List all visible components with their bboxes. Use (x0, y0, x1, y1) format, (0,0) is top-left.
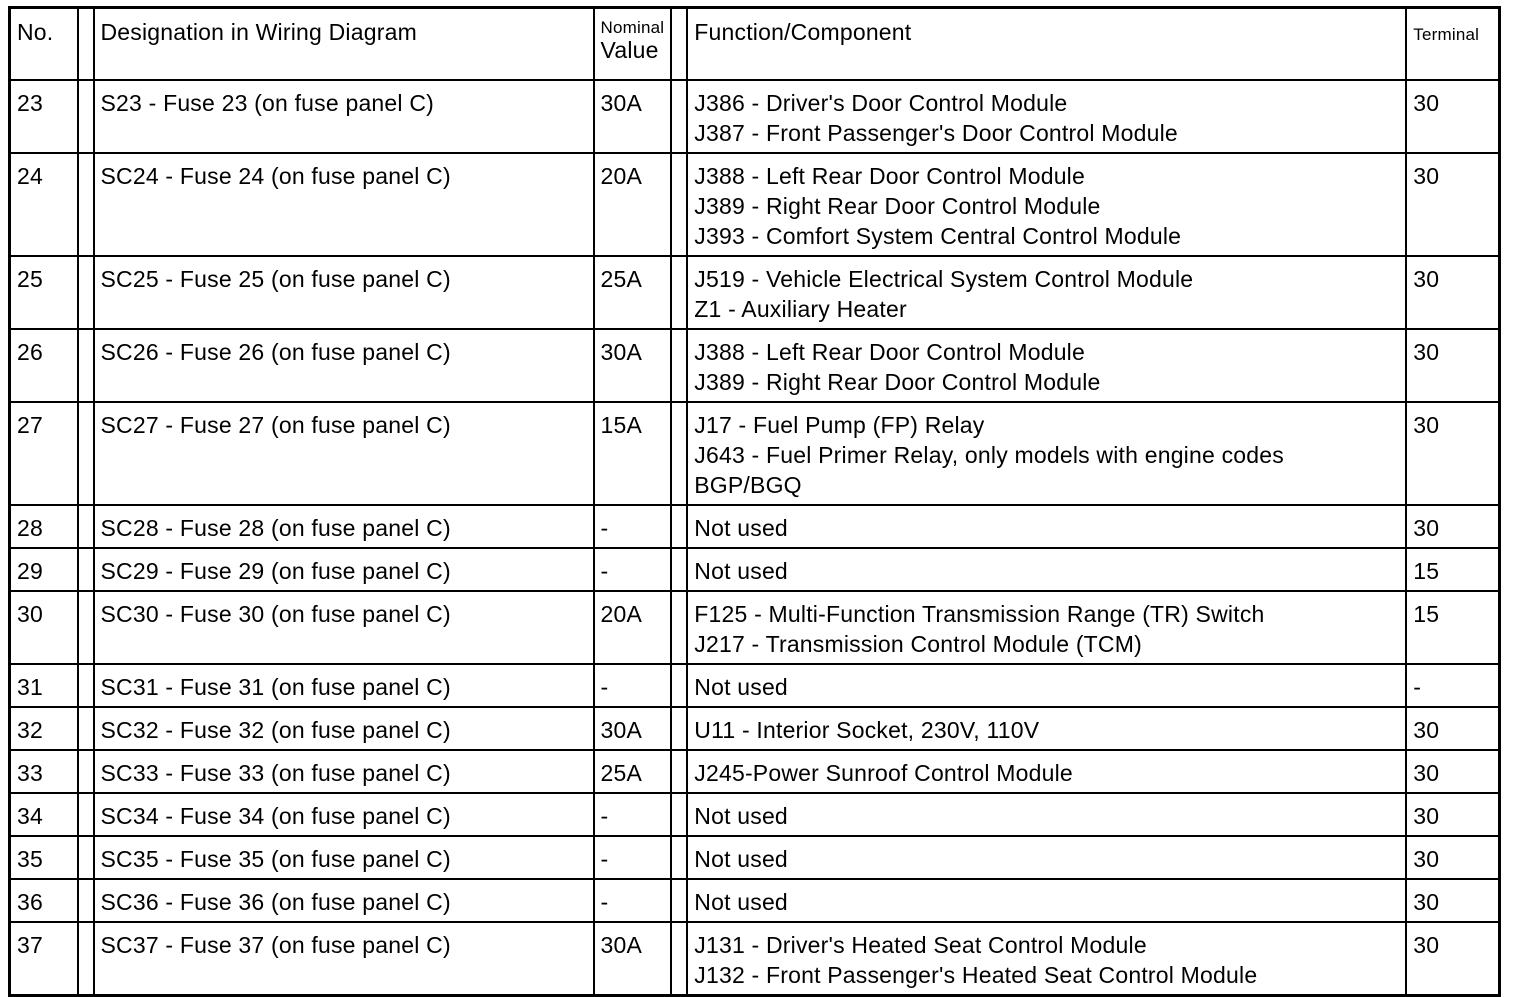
function-line: J388 - Left Rear Door Control Module (694, 338, 1085, 365)
cell-nominal-value: 25A (594, 750, 672, 793)
cell-spacer (78, 664, 94, 707)
cell-spacer (78, 836, 94, 879)
table-row (10, 329, 1500, 402)
cell-function (687, 591, 1406, 664)
cell-spacer (671, 922, 687, 996)
cell-terminal: - (1406, 664, 1499, 707)
cell-spacer (78, 153, 94, 256)
cell-designation: SC27 - Fuse 27 (on fuse panel C) (94, 402, 594, 505)
cell-spacer (671, 329, 687, 402)
cell-spacer (671, 664, 687, 707)
cell-spacer (671, 153, 687, 256)
function-line: J245-Power Sunroof Control Module (694, 759, 1073, 786)
cell-terminal: 30 (1406, 707, 1499, 750)
function-line: J393 - Comfort System Central Control Module (694, 222, 1182, 249)
cell-nominal-value: 15A (594, 402, 672, 505)
table-row (10, 664, 1500, 707)
table-row (10, 836, 1500, 879)
function-line: Not used (694, 673, 788, 700)
cell-spacer (671, 256, 687, 329)
cell-function (687, 664, 1406, 707)
cell-no: 28 (10, 505, 78, 548)
cell-function (687, 836, 1406, 879)
cell-function (687, 153, 1406, 256)
cell-designation: SC24 - Fuse 24 (on fuse panel C) (94, 153, 594, 256)
function-line: BGP/BGQ (694, 471, 802, 498)
cell-no: 31 (10, 664, 78, 707)
function-line: Not used (694, 888, 788, 915)
cell-no: 32 (10, 707, 78, 750)
cell-nominal-value: 30A (594, 329, 672, 402)
cell-designation: SC31 - Fuse 31 (on fuse panel C) (94, 664, 594, 707)
function-line: J643 - Fuel Primer Relay, only models with engine codes (694, 441, 1284, 468)
cell-no: 25 (10, 256, 78, 329)
function-line: U11 - Interior Socket, 230V, 110V (694, 716, 1040, 743)
function-line: J388 - Left Rear Door Control Module (694, 162, 1085, 189)
cell-terminal: 30 (1406, 750, 1499, 793)
cell-function (687, 707, 1406, 750)
cell-terminal: 30 (1406, 256, 1499, 329)
cell-nominal-value: - (594, 793, 672, 836)
cell-function (687, 793, 1406, 836)
header-nominal-bottom: Value (600, 37, 659, 63)
cell-spacer (78, 80, 94, 153)
cell-no: 29 (10, 548, 78, 591)
table-row (10, 80, 1500, 153)
table-row (10, 548, 1500, 591)
header-designation: Designation in Wiring Diagram (94, 8, 594, 80)
function-line: Z1 - Auxiliary Heater (694, 295, 907, 322)
cell-spacer (671, 80, 687, 153)
cell-designation: SC29 - Fuse 29 (on fuse panel C) (94, 548, 594, 591)
cell-designation: SC33 - Fuse 33 (on fuse panel C) (94, 750, 594, 793)
cell-no: 27 (10, 402, 78, 505)
fuse-table (8, 6, 1501, 997)
cell-designation: SC32 - Fuse 32 (on fuse panel C) (94, 707, 594, 750)
cell-terminal: 30 (1406, 505, 1499, 548)
cell-nominal-value: - (594, 664, 672, 707)
header-spacer (78, 8, 94, 80)
cell-spacer (671, 707, 687, 750)
cell-no: 33 (10, 750, 78, 793)
table-row (10, 922, 1500, 996)
function-line: J389 - Right Rear Door Control Module (694, 368, 1101, 395)
cell-terminal: 30 (1406, 80, 1499, 153)
cell-terminal: 30 (1406, 922, 1499, 996)
cell-spacer (671, 591, 687, 664)
header-no: No. (10, 8, 78, 80)
function-line: J131 - Driver's Heated Seat Control Module (694, 931, 1147, 958)
table-row (10, 591, 1500, 664)
function-line: J217 - Transmission Control Module (TCM) (694, 630, 1142, 657)
cell-designation: SC35 - Fuse 35 (on fuse panel C) (94, 836, 594, 879)
cell-spacer (671, 793, 687, 836)
cell-terminal: 30 (1406, 402, 1499, 505)
cell-nominal-value: 20A (594, 153, 672, 256)
cell-designation: SC36 - Fuse 36 (on fuse panel C) (94, 879, 594, 922)
cell-function (687, 329, 1406, 402)
cell-terminal: 30 (1406, 793, 1499, 836)
cell-designation: SC28 - Fuse 28 (on fuse panel C) (94, 505, 594, 548)
cell-spacer (78, 879, 94, 922)
header-nominal-value (594, 8, 672, 80)
cell-function (687, 879, 1406, 922)
cell-nominal-value: 30A (594, 707, 672, 750)
cell-no: 34 (10, 793, 78, 836)
table-body (10, 80, 1500, 996)
table-row (10, 402, 1500, 505)
cell-spacer (78, 329, 94, 402)
cell-designation: SC34 - Fuse 34 (on fuse panel C) (94, 793, 594, 836)
cell-nominal-value: - (594, 505, 672, 548)
table-row (10, 707, 1500, 750)
cell-no: 35 (10, 836, 78, 879)
cell-no: 37 (10, 922, 78, 996)
header-nominal-top: Nominal (600, 18, 665, 37)
cell-designation: S23 - Fuse 23 (on fuse panel C) (94, 80, 594, 153)
cell-spacer (78, 402, 94, 505)
cell-spacer (78, 922, 94, 996)
cell-nominal-value: 30A (594, 922, 672, 996)
function-line: J132 - Front Passenger's Heated Seat Control Module (694, 961, 1258, 988)
cell-spacer (78, 548, 94, 591)
function-line: J389 - Right Rear Door Control Module (694, 192, 1101, 219)
table-row (10, 793, 1500, 836)
function-line: F125 - Multi-Function Transmission Range (TR) Switch (694, 600, 1265, 627)
function-line: Not used (694, 514, 788, 541)
header-terminal-label: Terminal (1413, 25, 1480, 44)
cell-designation: SC37 - Fuse 37 (on fuse panel C) (94, 922, 594, 996)
cell-terminal: 30 (1406, 879, 1499, 922)
cell-spacer (78, 256, 94, 329)
function-line: J519 - Vehicle Electrical System Control Module (694, 265, 1194, 292)
table-row (10, 153, 1500, 256)
function-line: J387 - Front Passenger's Door Control Module (694, 119, 1178, 146)
function-line: Not used (694, 845, 788, 872)
cell-designation: SC26 - Fuse 26 (on fuse panel C) (94, 329, 594, 402)
cell-terminal: 30 (1406, 153, 1499, 256)
cell-spacer (78, 591, 94, 664)
function-line: Not used (694, 557, 788, 584)
cell-terminal: 15 (1406, 548, 1499, 591)
cell-nominal-value: - (594, 548, 672, 591)
table-row (10, 750, 1500, 793)
header-function: Function/Component (687, 8, 1406, 80)
header-terminal (1406, 8, 1499, 80)
cell-nominal-value: 25A (594, 256, 672, 329)
cell-spacer (78, 750, 94, 793)
function-line: Not used (694, 802, 788, 829)
cell-function (687, 80, 1406, 153)
cell-spacer (671, 402, 687, 505)
table-row (10, 256, 1500, 329)
cell-designation: SC25 - Fuse 25 (on fuse panel C) (94, 256, 594, 329)
table-row (10, 879, 1500, 922)
cell-no: 24 (10, 153, 78, 256)
cell-function (687, 548, 1406, 591)
cell-spacer (78, 505, 94, 548)
cell-spacer (671, 879, 687, 922)
cell-nominal-value: - (594, 879, 672, 922)
fuse-table-container (8, 6, 1501, 997)
cell-nominal-value: - (594, 836, 672, 879)
cell-nominal-value: 30A (594, 80, 672, 153)
cell-spacer (671, 548, 687, 591)
function-line: J17 - Fuel Pump (FP) Relay (694, 411, 985, 438)
cell-function (687, 256, 1406, 329)
cell-no: 36 (10, 879, 78, 922)
table-header-row (10, 8, 1500, 80)
cell-spacer (78, 793, 94, 836)
cell-function (687, 750, 1406, 793)
cell-no: 30 (10, 591, 78, 664)
cell-spacer (671, 750, 687, 793)
cell-spacer (671, 836, 687, 879)
cell-function (687, 402, 1406, 505)
cell-no: 23 (10, 80, 78, 153)
cell-nominal-value: 20A (594, 591, 672, 664)
cell-terminal: 30 (1406, 836, 1499, 879)
cell-spacer (671, 505, 687, 548)
cell-spacer (78, 707, 94, 750)
cell-no: 26 (10, 329, 78, 402)
cell-function (687, 505, 1406, 548)
table-row (10, 505, 1500, 548)
cell-designation: SC30 - Fuse 30 (on fuse panel C) (94, 591, 594, 664)
cell-terminal: 15 (1406, 591, 1499, 664)
cell-function (687, 922, 1406, 996)
function-line: J386 - Driver's Door Control Module (694, 89, 1068, 116)
cell-terminal: 30 (1406, 329, 1499, 402)
header-spacer (671, 8, 687, 80)
